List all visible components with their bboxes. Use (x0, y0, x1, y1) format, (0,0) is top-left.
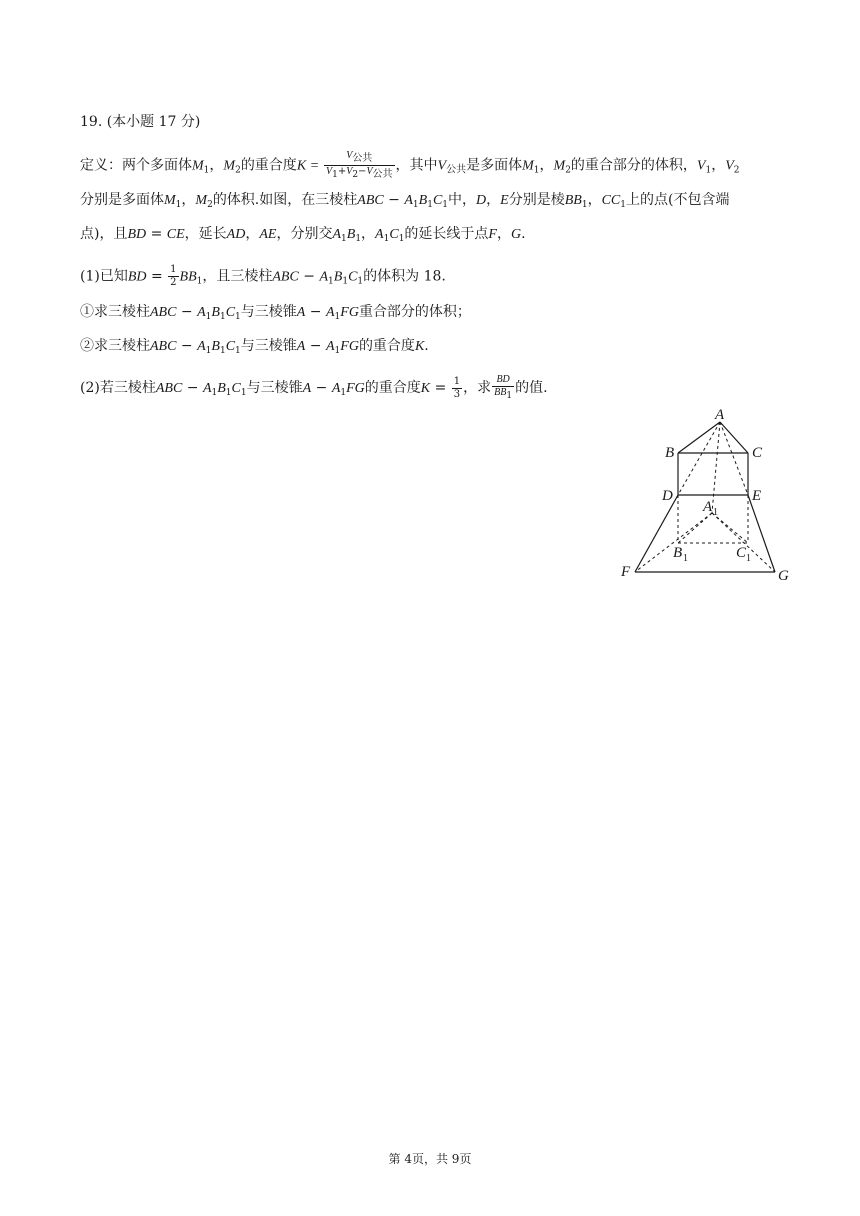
problem-header (80, 112, 200, 132)
label-G: G (778, 568, 789, 584)
part-1: (1)已知BD = $\frac{1}{2}$ $BB_1$，且三棱柱ABC − $A_1B_1C_1$的体积为 18. (80, 264, 446, 288)
part-2: (2)若三棱柱ABC − $A_1B_1C_1$与三棱锥$A - A_1FG$的重合度K = $\frac{1}{3}$ ，求 $\frac{BD}{BB_1}$ 的值. (80, 374, 548, 401)
label-A: A (715, 407, 725, 423)
label-E: E (752, 488, 762, 504)
svg-text:1: 1 (683, 553, 688, 564)
part-1-i: ①求三棱柱ABC − $A_1B_1C_1$与三棱锥$A - A_1FG$重合部分的体积； (80, 304, 471, 322)
svg-text:1: 1 (746, 553, 751, 564)
label-F: F (621, 564, 631, 580)
definition-line-2: 分别是多面体$M_1$，$M_2$的体积.如图，在三棱柱ABC − $A_1B_1C_1$中，D，E分别是棱$BB_1$，$CC_1$上的点(不包含端 (80, 192, 730, 210)
label-B1: B (673, 545, 683, 561)
label-A1: A (703, 499, 713, 515)
page-footer: 第 4页，共 9页 (388, 1152, 472, 1166)
label-C1: C (736, 545, 747, 561)
definition-line-3: 点)，且BD = CE，延长AD，AE，分别交$A_1B_1$，$A_1C_1$的延长线于点F，G. (80, 226, 526, 244)
part-1-ii: ②求三棱柱ABC − $A_1B_1C_1$与三棱锥$A - A_1FG$的重合度K. (80, 338, 429, 356)
prism-figure (615, 405, 805, 590)
svg-text:1: 1 (713, 507, 718, 518)
label-C: C (752, 445, 763, 461)
overlap-fraction: $\frac{V_{公共}}{V_1+V_2-V_{公共}}$ (325, 150, 393, 180)
definition-line-1: 定义：两个多面体$M_1$，$M_2$的重合度K = $\frac{V_{公共}}{V_1+V_2-V_{公共}}$ ，其中$V_{公共}$是多面体$M_1$，$M_2$的重合部分的体积，$V_1$，$V_2$ (80, 150, 740, 180)
label-D: D (662, 488, 673, 504)
problem-number: 19. (本小题 17 分) (80, 114, 201, 130)
label-B: B (665, 445, 675, 461)
